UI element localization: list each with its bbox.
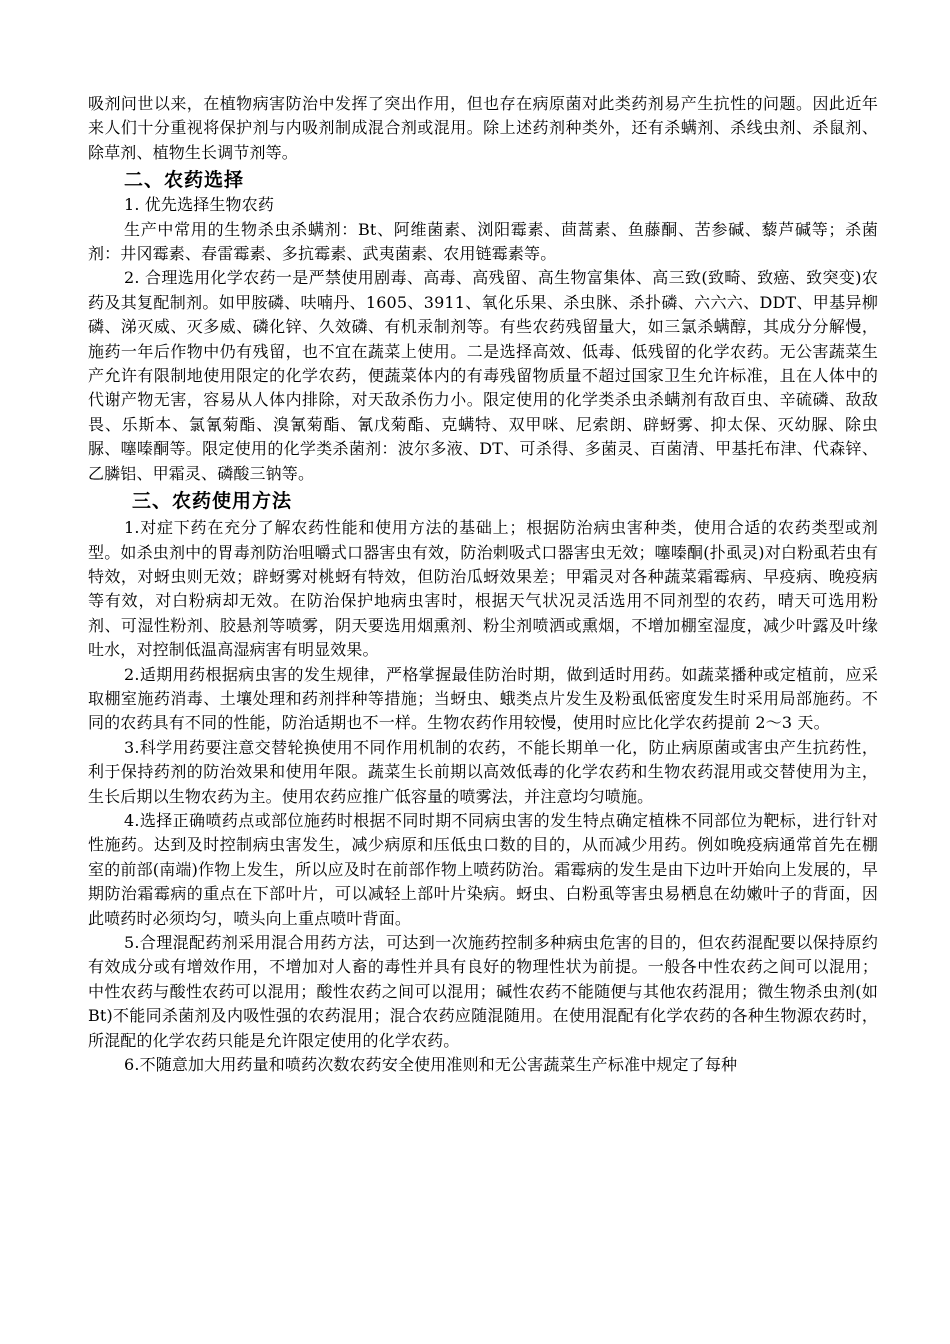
item1-paragraph: 生产中常用的生物杀虫杀螨剂：Bt、阿维菌素、浏阳霉素、茴蒿素、鱼藤酮、苦参碱、藜芦碱等；杀菌剂：井冈霉素、春雷霉素、多抗霉素、武夷菌素、农用链霉素等。 bbox=[88, 219, 878, 264]
document-page bbox=[88, 92, 878, 1077]
section-heading-usage-methods: 三、农药使用方法 bbox=[132, 490, 293, 513]
intro-paragraph: 吸剂问世以来，在植物病害防治中发挥了突出作用，但也存在病原菌对此类药剂易产生抗性的问题。因此近年来人们十分重视将保护剂与内吸剂制成混合剂或混用。除上述药剂种类外，还有杀螨剂、杀线虫剂、杀鼠剂、除草剂、植物生长调节剂等。 bbox=[88, 94, 878, 162]
usage-paragraph-2: 2.适期用药根据病虫害的发生规律，严格掌握最佳防治时期，做到适时用药。如蔬菜播种或定植前，应采取棚室施药消毒、土壤处理和药剂拌种等措施；当蚜虫、蛾类点片发生及粉虱低密度发生时采用局部施药。不同的农药具有不同的性能，防治适期也不一样。生物农药作用较慢，使用时应比化学农药提前 2～3 天。 bbox=[88, 664, 878, 733]
usage-paragraph-5: 5.合理混配药剂采用混合用药方法，可达到一次施药控制多种病虫危害的目的，但农药混配要以保持原约有效成分或有增效作用，不增加对人畜的毒性并具有良好的物理性状为前提。一般各中性农药之间可以混用；中性农药与酸性农药可以混用；酸性农药之间可以混用；碱性农药不能随便与其他农药混用；微生物杀虫剂(如 Bt)不能同杀菌剂及内吸性强的农药混用；混合农药应随混随用。在使用混配有化学农药的各种生物源农药时，所混配的化学农药只能是允许限定使用的化学农药。 bbox=[88, 933, 878, 1050]
usage-paragraph-1: 1.对症下药在充分了解农药性能和使用方法的基础上；根据防治病虫害种类，使用合适的农药类型或剂型。如杀虫剂中的胃毒剂防治咀嚼式口器害虫有效，防治刺吸式口器害虫无效；噻嗪酮(扑虱灵)对白粉虱若虫有特效，对蚜虫则无效；辟蚜雾对桃蚜有特效，但防治瓜蚜效果差；甲霜灵对各种蔬菜霜霉病、早疫病、晚疫病等有效，对白粉病却无效。在防治保护地病虫害时，根据天气状况灵活选用不同剂型的农药，晴天可选用粉剂、可湿性粉剂、胶悬剂等喷雾，阴天要选用烟熏剂、粉尘剂喷洒或熏烟，不增加棚室湿度，减少叶露及叶缘吐水，对控制低温高湿病害有明显效果。 bbox=[88, 518, 878, 660]
usage-paragraph-3: 3.科学用药要注意交替轮换使用不同作用机制的农药，不能长期单一化，防止病原菌或害虫产生抗药性，利于保持药剂的防治效果和使用年限。蔬菜生长前期以高效低毒的化学农药和生物农药混用或交替使用为主，生长后期以生物农药为主。使用农药应推广低容量的喷雾法，并注意均匀喷施。 bbox=[88, 737, 878, 806]
usage-paragraph-6: 6.不随意加大用药量和喷药次数农药安全使用准则和无公害蔬菜生产标准中规定了每种 bbox=[124, 1055, 738, 1075]
section-heading-pesticide-selection: 二、农药选择 bbox=[124, 169, 245, 192]
usage-paragraph-4: 4.选择正确喷药点或部位施药时根据不同时期不同病虫害的发生特点确定植株不同部位为靶标，进行针对性施药。达到及时控制病虫害发生，减少病原和压低虫口数的目的，从而减少用药。例如晚疫病通常首先在棚室的前部(南端)作物上发生，所以应及时在前部作物上喷药防治。霜霉病的发生是由下边叶开始向上发展的，早期防治霜霉病的重点在下部叶片，可以减轻上部叶片染病。蚜虫、白粉虱等害虫易栖息在幼嫩叶子的背面，因此喷药时必须均匀，喷头向上重点喷叶背面。 bbox=[88, 810, 878, 928]
item1-title: 1. 优先选择生物农药 bbox=[124, 195, 275, 215]
item2-paragraph: 2. 合理选用化学农药一是严禁使用剧毒、高毒、高残留、高生物富集体、高三致(致畸、致癌、致突变)农药及其复配制剂。如甲胺磷、呋喃丹、1605、3911、氧化乐果、杀虫脒、杀扑磷、六六六、DDT、甲基异柳磷、涕灭威、灭多威、磷化锌、久效磷、有机汞制剂等。有些农药残留量大，如三氯杀螨醇，其成分分解慢，施药一年后作物中仍有残留，也不宜在蔬菜上使用。二是选择高效、低毒、低残留的化学农药。无公害蔬菜生产允许有限制地使用限定的化学农药，便蔬菜体内的有毒残留物质量不超过国家卫生允许标准，且在人体中的代谢产物无害，容易从人体内排除，对天敌杀伤力小。限定使用的化学类杀虫杀螨剂有敌百虫、辛硫磷、敌敌畏、乐斯本、氯氰菊酯、溴氰菊酯、氰戊菊酯、克螨特、双甲咪、尼索朗、辟蚜雾、抑太保、灭幼脲、除虫脲、噻嗪酮等。限定使用的化学类杀菌剂：波尔多液、DT、可杀得、多菌灵、百菌清、甲基托布津、代森锌、乙膦铝、甲霜灵、磷酸三钠等。 bbox=[88, 268, 878, 483]
